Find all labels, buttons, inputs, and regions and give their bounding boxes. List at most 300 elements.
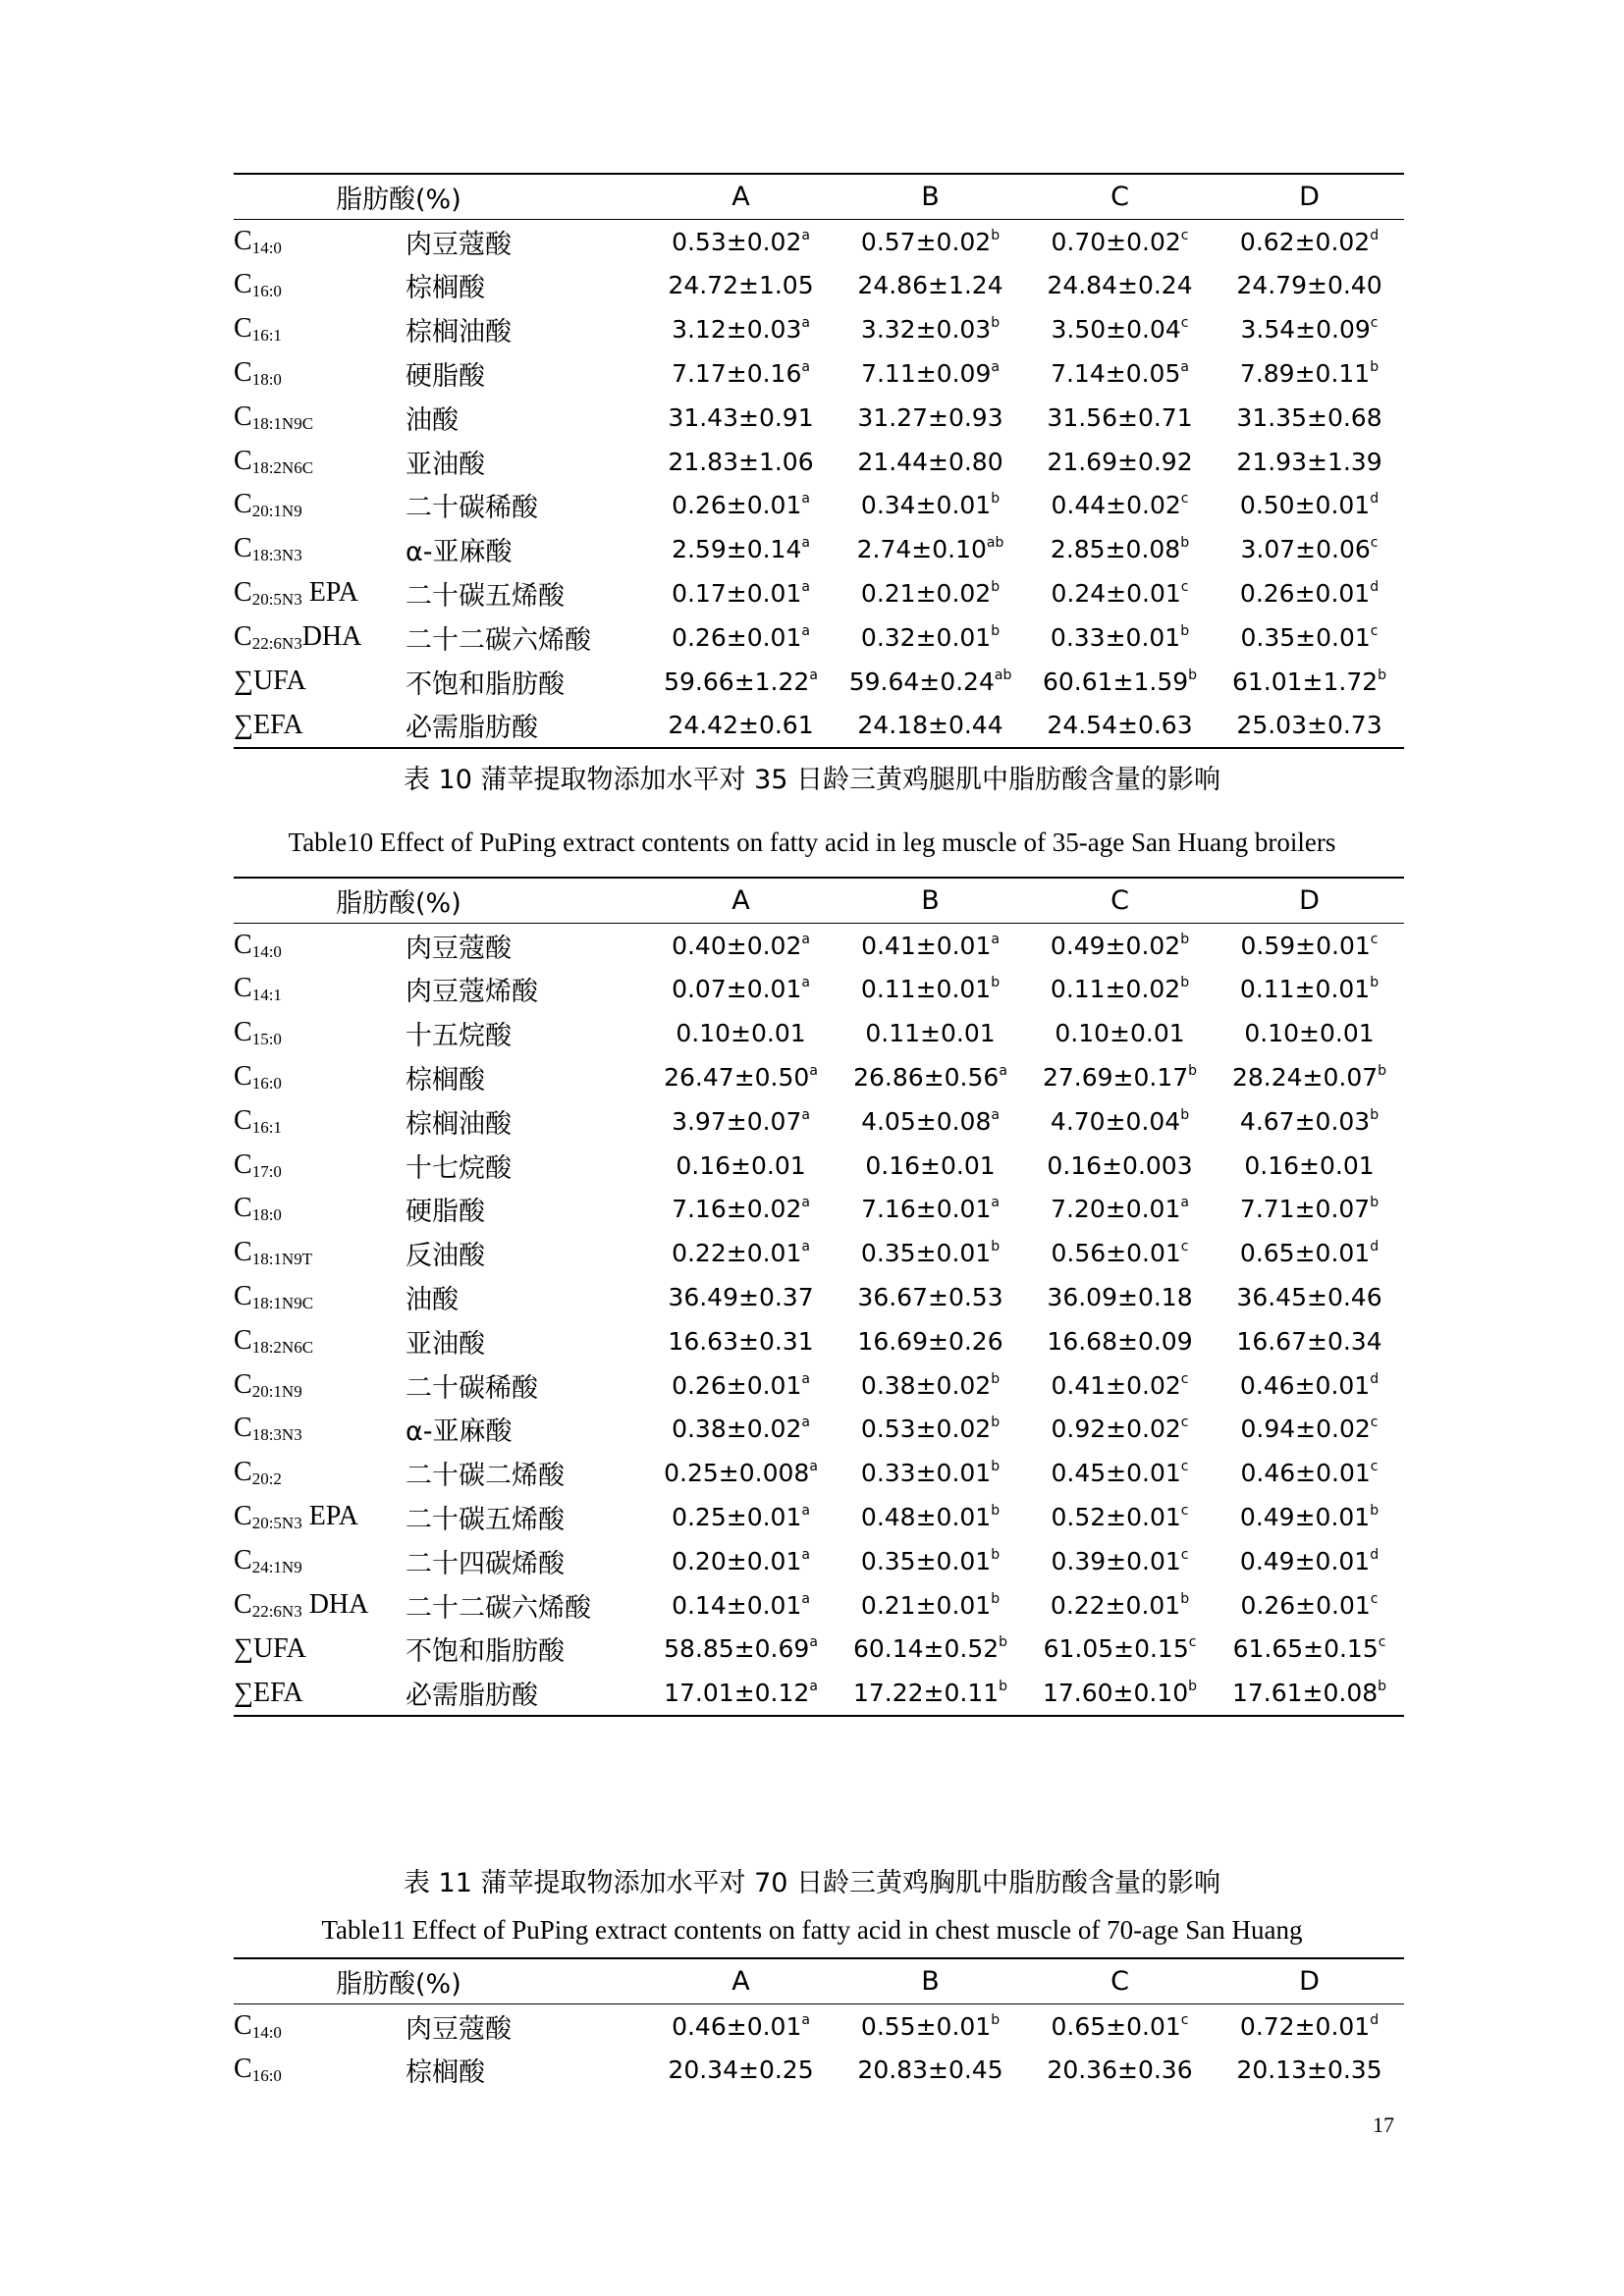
significance-letter: a: [801, 1415, 810, 1431]
mean-sd: 0.92±0.02: [1051, 1415, 1181, 1444]
significance-letter: b: [999, 1679, 1008, 1695]
code-subscript: 18:1N9C: [251, 413, 314, 433]
value-cell: [646, 527, 836, 571]
significance-letter: a: [809, 1459, 818, 1475]
code-subscript: 22:6N3: [251, 1601, 302, 1621]
mean-sd: 0.21±0.02: [860, 579, 992, 609]
fatty-acid-code: [234, 1011, 406, 1055]
mean-sd: 0.11±0.01: [1239, 975, 1371, 1004]
significance-letter: a: [1180, 359, 1189, 376]
significance-letter: a: [801, 2011, 810, 2028]
table11-caption-cn: 表 11 蒲苹提取物添加水平对 70 日龄三黄鸡胸肌中脂肪酸含量的影响: [403, 1868, 1221, 1898]
code-base: C: [234, 1193, 252, 1224]
significance-letter: a: [801, 315, 810, 332]
significance-letter: a: [801, 622, 810, 639]
table-row: [234, 615, 1404, 660]
fatty-acid-name: 二十碳稀酸: [406, 1372, 538, 1404]
value-cell: [1025, 1583, 1215, 1628]
value-cell: [836, 1539, 1025, 1583]
table-row: [234, 396, 1404, 440]
mean-sd: 0.26±0.01: [672, 1370, 802, 1400]
value-cell: [646, 1099, 836, 1144]
significance-letter: c: [1378, 1634, 1386, 1651]
value-cell: [646, 1319, 836, 1363]
value-cell: [1025, 1099, 1215, 1144]
column-header-group: A: [731, 181, 750, 212]
value-cell: [836, 1188, 1025, 1232]
code-base: C: [234, 1017, 252, 1048]
mean-sd: 3.12±0.03: [672, 315, 802, 345]
mean-sd: 2.59±0.14: [672, 535, 802, 564]
code-base: C: [234, 225, 252, 256]
fatty-acid-name: 二十碳五烯酸: [406, 1505, 565, 1536]
mean-sd: 0.40±0.02: [672, 931, 802, 960]
mean-sd: 20.83±0.45: [857, 2056, 1003, 2085]
value-cell: [1025, 1055, 1215, 1099]
significance-letter: a: [991, 1195, 1000, 1211]
significance-letter: b: [1180, 1590, 1190, 1607]
value-cell: [646, 1628, 836, 1672]
code-subscript: 16:1: [251, 1117, 282, 1137]
table-row: [234, 440, 1404, 484]
table-row: [234, 1055, 1404, 1099]
fatty-acid-code: [234, 1188, 406, 1232]
fatty-acid-code: [234, 1055, 406, 1099]
table-row: [234, 1671, 1404, 1716]
table-row: [234, 2049, 1404, 2093]
significance-letter: b: [1188, 667, 1198, 683]
mean-sd: 36.09±0.18: [1047, 1283, 1193, 1312]
value-cell: [1025, 484, 1215, 528]
code-base: C: [234, 620, 252, 652]
value-cell: [1215, 527, 1404, 571]
fatty-acid-name: 硬脂酸: [406, 361, 485, 393]
significance-letter: a: [801, 931, 810, 947]
value-cell: [1025, 1011, 1215, 1055]
mean-sd: 31.56±0.71: [1047, 402, 1193, 432]
mean-sd: 0.20±0.01: [672, 1546, 802, 1575]
mean-sd: 0.94±0.02: [1240, 1415, 1371, 1444]
value-cell: [1025, 660, 1215, 704]
fatty-acid-code: [234, 1231, 406, 1275]
code-subscript: 18:1N9C: [251, 1294, 314, 1313]
mean-sd: 0.11±0.01: [865, 1019, 996, 1048]
value-cell: [836, 1495, 1025, 1539]
table-row: [234, 1628, 1404, 1672]
value-cell: [1215, 264, 1404, 308]
value-cell: [646, 1275, 836, 1319]
column-header-fatty-acid: 脂肪酸(%): [336, 184, 461, 215]
value-cell: [836, 1583, 1025, 1628]
mean-sd: 31.27±0.93: [857, 402, 1003, 432]
mean-sd: 0.26±0.01: [672, 622, 802, 652]
significance-letter: c: [1180, 491, 1189, 507]
value-cell: [836, 484, 1025, 528]
table-row: [234, 571, 1404, 615]
significance-letter: b: [1180, 931, 1190, 947]
code-base: C: [234, 400, 252, 432]
mean-sd: 4.67±0.03: [1239, 1106, 1371, 1136]
value-cell: [1025, 968, 1215, 1012]
fatty-acid-code: [234, 2003, 406, 2048]
value-cell: [1025, 1671, 1215, 1716]
table-row: [234, 1495, 1404, 1539]
value-cell: [1215, 1099, 1404, 1144]
value-cell: [836, 660, 1025, 704]
value-cell: [836, 396, 1025, 440]
mean-sd: 7.89±0.11: [1239, 359, 1371, 389]
mean-sd: 0.46±0.01: [672, 2011, 802, 2041]
mean-sd: 0.16±0.003: [1047, 1150, 1193, 1180]
value-cell: [836, 1275, 1025, 1319]
mean-sd: 0.32±0.01: [860, 622, 992, 652]
code-base: ∑UFA: [234, 666, 306, 697]
mean-sd: 0.41±0.01: [861, 931, 992, 960]
fatty-acid-code: [234, 1408, 406, 1452]
value-cell: [836, 1055, 1025, 1099]
significance-letter: a: [999, 1063, 1007, 1080]
mean-sd: 0.56±0.01: [1051, 1239, 1181, 1268]
mean-sd: 0.17±0.01: [672, 579, 802, 609]
value-cell: [1025, 615, 1215, 660]
mean-sd: 7.16±0.02: [672, 1195, 802, 1224]
mean-sd: 16.67±0.34: [1236, 1326, 1382, 1356]
mean-sd: 0.16±0.01: [1244, 1150, 1375, 1180]
mean-sd: 0.11±0.02: [1050, 975, 1181, 1004]
value-cell: [1215, 1011, 1404, 1055]
fatty-acid-code: [234, 1451, 406, 1495]
table-row: [234, 1231, 1404, 1275]
value-cell: [1215, 396, 1404, 440]
fatty-acid-code: [234, 923, 406, 967]
column-header-group: D: [1299, 181, 1320, 212]
code-subscript: 14:0: [251, 238, 282, 257]
significance-letter: b: [999, 1634, 1008, 1651]
significance-letter: a: [991, 931, 1000, 947]
value-cell: [1025, 1188, 1215, 1232]
value-cell: [646, 1231, 836, 1275]
mean-sd: 7.20±0.01: [1051, 1195, 1181, 1224]
table11-caption-en: Table11 Effect of PuPing extract contents on fatty acid in chest muscle of 70-age San Huang: [321, 1915, 1303, 1945]
significance-letter: b: [1370, 975, 1380, 991]
significance-letter: d: [1370, 1370, 1380, 1387]
code-base: C: [234, 1544, 252, 1575]
code-base: C: [234, 1501, 252, 1532]
code-subscript: 24:1N9: [251, 1557, 302, 1576]
fatty-acid-name: 亚油酸: [406, 1328, 485, 1360]
value-cell: [646, 968, 836, 1012]
code-base: C: [234, 1148, 252, 1180]
code-base: ∑UFA: [234, 1632, 306, 1664]
significance-letter: a: [991, 1106, 1000, 1123]
code-base: C: [234, 1588, 252, 1620]
fatty-acid-table-leg-continued: [234, 173, 1404, 749]
mean-sd: 28.24±0.07: [1231, 1063, 1379, 1093]
value-cell: [1215, 1144, 1404, 1188]
fatty-acid-name: 棕榈酸: [406, 273, 485, 304]
mean-sd: 0.25±0.01: [672, 1503, 802, 1532]
value-cell: [1025, 1363, 1215, 1408]
table-row: [234, 307, 1404, 351]
mean-sd: 3.32±0.03: [860, 315, 992, 345]
mean-sd: 20.34±0.25: [668, 2056, 814, 2085]
mean-sd: 0.48±0.01: [860, 1503, 992, 1532]
value-cell: [646, 1539, 836, 1583]
value-cell: [1025, 307, 1215, 351]
value-cell: [836, 219, 1025, 263]
significance-letter: b: [991, 2011, 1001, 2028]
significance-letter: b: [1180, 622, 1190, 639]
significance-letter: a: [809, 1679, 818, 1695]
mean-sd: 60.61±1.59: [1042, 667, 1189, 696]
significance-letter: a: [801, 1195, 810, 1211]
significance-letter: a: [809, 1063, 818, 1080]
value-cell: [836, 1099, 1025, 1144]
value-cell: [1025, 1628, 1215, 1672]
value-cell: [646, 1055, 836, 1099]
table-row: [234, 660, 1404, 704]
table-row: [234, 704, 1404, 749]
mean-sd: 26.86±0.56: [853, 1063, 1000, 1093]
significance-letter: c: [1370, 315, 1379, 332]
column-header-group: A: [731, 1965, 750, 1997]
value-cell: [1025, 2003, 1215, 2048]
fatty-acid-name: 棕榈酸: [406, 2057, 485, 2089]
code-subscript: 20:1N9: [251, 1381, 302, 1401]
mean-sd: 0.33±0.01: [1050, 622, 1181, 652]
value-cell: [1215, 1671, 1404, 1716]
code-base: C: [234, 1237, 252, 1268]
value-cell: [646, 2003, 836, 2048]
mean-sd: 3.97±0.07: [672, 1106, 802, 1136]
mean-sd: 0.26±0.01: [1240, 1590, 1371, 1620]
value-cell: [646, 219, 836, 263]
value-cell: [1025, 1408, 1215, 1452]
fatty-acid-name: 二十二碳六烯酸: [406, 1592, 591, 1624]
value-cell: [646, 1583, 836, 1628]
value-cell: [1215, 1583, 1404, 1628]
value-cell: [1215, 1451, 1404, 1495]
significance-letter: b: [1378, 1679, 1387, 1695]
value-cell: [836, 923, 1025, 967]
fatty-acid-name: 亚油酸: [406, 449, 485, 480]
table-row: [234, 1275, 1404, 1319]
code-subscript: 22:6N3: [251, 633, 302, 653]
fatty-acid-code: [234, 571, 406, 615]
fatty-acid-name: 必需脂肪酸: [406, 713, 538, 744]
value-cell: [1215, 2049, 1404, 2093]
significance-letter: c: [1188, 1634, 1197, 1651]
mean-sd: 0.62±0.02: [1239, 227, 1371, 256]
fatty-acid-name: 二十二碳六烯酸: [406, 624, 591, 656]
value-cell: [646, 1671, 836, 1716]
code-subscript: 16:0: [251, 282, 282, 301]
significance-letter: b: [1378, 667, 1387, 683]
value-cell: [646, 264, 836, 308]
value-cell: [1215, 1495, 1404, 1539]
fatty-acid-code: [234, 1144, 406, 1188]
mean-sd: 24.72±1.05: [668, 271, 814, 300]
mean-sd: 0.22±0.01: [672, 1239, 802, 1268]
mean-sd: 0.49±0.01: [1239, 1503, 1371, 1532]
significance-letter: c: [1180, 1503, 1189, 1520]
significance-letter: c: [1180, 1370, 1189, 1387]
code-base: ∑EFA: [234, 1677, 303, 1708]
code-subscript: 20:1N9: [251, 502, 302, 521]
value-cell: [836, 1144, 1025, 1188]
code-base: C: [234, 929, 252, 960]
mean-sd: 24.84±0.24: [1047, 271, 1193, 300]
mean-sd: 7.71±0.07: [1239, 1195, 1371, 1224]
fatty-acid-code: [234, 440, 406, 484]
significance-letter: c: [1370, 1459, 1379, 1475]
significance-letter: c: [1370, 1590, 1379, 1607]
code-base: C: [234, 1061, 252, 1093]
significance-letter: b: [1180, 535, 1190, 552]
mean-sd: 0.10±0.01: [1055, 1019, 1185, 1048]
significance-letter: a: [801, 491, 810, 507]
mean-sd: 58.85±0.69: [664, 1634, 810, 1664]
value-cell: [1215, 1363, 1404, 1408]
mean-sd: 0.44±0.02: [1051, 491, 1181, 520]
significance-letter: c: [1180, 579, 1189, 596]
code-subscript: 18:3N3: [251, 1425, 302, 1445]
mean-sd: 0.59±0.01: [1240, 931, 1371, 960]
significance-letter: b: [991, 1459, 1001, 1475]
value-cell: [1025, 264, 1215, 308]
fatty-acid-code: [234, 1539, 406, 1583]
code-subscript: 18:2N6C: [251, 457, 314, 477]
mean-sd: 36.45±0.46: [1236, 1283, 1382, 1312]
mean-sd: 0.38±0.02: [672, 1415, 802, 1444]
significance-letter: b: [1370, 1106, 1380, 1123]
value-cell: [646, 571, 836, 615]
code-base: C: [234, 1104, 252, 1136]
value-cell: [836, 264, 1025, 308]
fatty-acid-name: α-亚麻酸: [406, 1416, 513, 1448]
code-base: C: [234, 1281, 252, 1312]
value-cell: [1215, 615, 1404, 660]
table-row: [234, 2003, 1404, 2048]
significance-letter: a: [801, 1370, 810, 1387]
significance-letter: a: [801, 1106, 810, 1123]
value-cell: [1215, 307, 1404, 351]
table-row: [234, 484, 1404, 528]
page-number: 17: [1373, 2112, 1394, 2137]
significance-letter: a: [801, 1239, 810, 1255]
value-cell: [1025, 571, 1215, 615]
table-header-row: [234, 1958, 1404, 2003]
significance-letter: c: [1180, 1459, 1189, 1475]
column-header-group: B: [921, 1965, 940, 1997]
significance-letter: b: [991, 1503, 1001, 1520]
code-suffix: EPA: [301, 1501, 359, 1532]
value-cell: [1025, 2049, 1215, 2093]
mean-sd: 3.07±0.06: [1240, 535, 1371, 564]
value-cell: [836, 307, 1025, 351]
value-cell: [646, 923, 836, 967]
fatty-acid-name: 肉豆蔻烯酸: [406, 977, 538, 1008]
significance-letter: a: [1180, 1195, 1189, 1211]
significance-letter: b: [991, 1546, 1001, 1563]
mean-sd: 16.63±0.31: [668, 1326, 814, 1356]
code-base: ∑EFA: [234, 709, 303, 740]
mean-sd: 0.26±0.01: [1239, 579, 1371, 609]
value-cell: [1215, 1231, 1404, 1275]
value-cell: [646, 1363, 836, 1408]
mean-sd: 0.52±0.01: [1051, 1503, 1181, 1532]
code-subscript: 17:0: [251, 1161, 282, 1181]
significance-letter: c: [1370, 931, 1379, 947]
mean-sd: 36.67±0.53: [857, 1283, 1003, 1312]
table-row: [234, 1583, 1404, 1628]
code-subscript: 14:1: [251, 986, 282, 1005]
code-subscript: 18:0: [251, 1205, 282, 1225]
mean-sd: 24.42±0.61: [668, 711, 814, 740]
code-subscript: 18:0: [251, 370, 282, 390]
fatty-acid-code: [234, 307, 406, 351]
mean-sd: 7.14±0.05: [1051, 359, 1181, 389]
mean-sd: 24.18±0.44: [857, 711, 1003, 740]
fatty-acid-name: 肉豆蔻酸: [406, 229, 512, 260]
fatty-acid-name: 棕榈油酸: [406, 317, 512, 348]
mean-sd: 60.14±0.52: [852, 1634, 1000, 1664]
significance-letter: b: [1370, 359, 1380, 376]
significance-letter: c: [1180, 1546, 1189, 1563]
value-cell: [646, 615, 836, 660]
fatty-acid-code: [234, 484, 406, 528]
mean-sd: 0.41±0.02: [1051, 1370, 1181, 1400]
mean-sd: 0.26±0.01: [672, 491, 802, 520]
mean-sd: 0.16±0.01: [676, 1150, 806, 1180]
fatty-acid-code: [234, 219, 406, 263]
value-cell: [646, 660, 836, 704]
mean-sd: 17.01±0.12: [664, 1679, 810, 1708]
value-cell: [1215, 219, 1404, 263]
significance-letter: c: [1180, 1415, 1189, 1431]
column-header-fatty-acid: 脂肪酸(%): [336, 887, 461, 919]
mean-sd: 24.54±0.63: [1047, 711, 1193, 740]
code-base: C: [234, 2054, 252, 2085]
value-cell: [1215, 351, 1404, 396]
table-row: [234, 1144, 1404, 1188]
value-cell: [646, 440, 836, 484]
mean-sd: 0.46±0.01: [1239, 1370, 1371, 1400]
value-cell: [1025, 527, 1215, 571]
code-suffix: EPA: [301, 577, 359, 609]
fatty-acid-name: 二十四碳烯酸: [406, 1548, 565, 1579]
mean-sd: 0.07±0.01: [672, 975, 802, 1004]
mean-sd: 0.35±0.01: [1240, 622, 1371, 652]
significance-letter: a: [801, 1590, 810, 1607]
significance-letter: b: [991, 491, 1001, 507]
significance-letter: b: [991, 975, 1001, 991]
fatty-acid-name: 棕榈油酸: [406, 1108, 512, 1140]
value-cell: [646, 1451, 836, 1495]
fatty-acid-name: 不饱和脂肪酸: [406, 668, 565, 700]
mean-sd: 31.35±0.68: [1236, 402, 1382, 432]
table-row: [234, 1188, 1404, 1232]
value-cell: [646, 1188, 836, 1232]
value-cell: [1025, 219, 1215, 263]
value-cell: [836, 1363, 1025, 1408]
value-cell: [1215, 1319, 1404, 1363]
value-cell: [836, 1011, 1025, 1055]
mean-sd: 0.45±0.01: [1051, 1459, 1181, 1488]
value-cell: [836, 1671, 1025, 1716]
value-cell: [646, 1495, 836, 1539]
value-cell: [836, 1408, 1025, 1452]
